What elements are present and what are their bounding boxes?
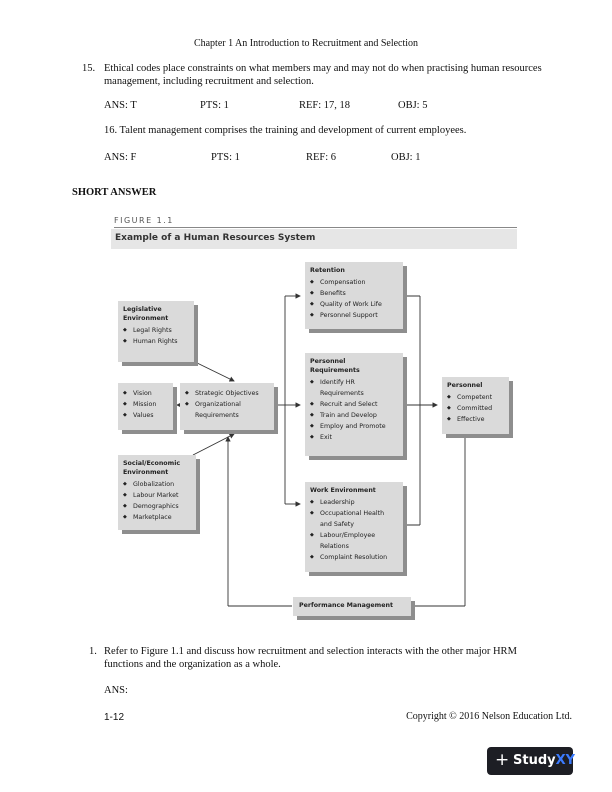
personnel-item: ◆ Competent (447, 392, 504, 403)
legislative-title-1: Legislative (123, 306, 162, 313)
question-15-ref: REF: 17, 18 (299, 100, 351, 111)
box-retention (305, 262, 403, 329)
legislative-item: ◆ Human Rights (123, 336, 189, 347)
social-item: ◆ Globalization (123, 479, 191, 490)
studyxy-logo[interactable] (487, 747, 576, 775)
question-16-ans: ANS: F (104, 152, 137, 163)
retention-item: ◆ Personnel Support (310, 310, 398, 321)
short-answer-1-line-1: Refer to Figure 1.1 and discuss how recruitment and selection interacts with the other major HRM (104, 646, 517, 657)
work-environment-item-continued (310, 541, 398, 552)
social-title-1: Social/Economic (123, 460, 181, 467)
question-16-pts: PTS: 1 (211, 152, 240, 163)
box-personnel (442, 377, 509, 434)
arrow-legislative-to-strategic (193, 361, 234, 381)
values-item: ◆ Vision (123, 388, 168, 399)
work-environment-item: ◆ Labour/Employee (310, 530, 398, 541)
footer-copyright: Copyright © 2016 Nelson Education Ltd. (406, 711, 572, 722)
short-answer-1-ans: ANS: (104, 685, 128, 696)
personnel-item: ◆ Effective (447, 414, 504, 425)
personnel-requirements-item: ◆ Employ and Promote (310, 421, 398, 432)
box-social-economic-environment (118, 455, 196, 530)
legislative-title-2: Environment (123, 315, 169, 322)
question-16-ref: REF: 6 (306, 152, 337, 163)
work-environment-item: ◆ Leadership (310, 497, 398, 508)
work-environment-item-continued (310, 519, 398, 530)
strategic-item: ◆ Organizational (185, 399, 269, 410)
personnel-requirements-item: ◆ Recruit and Select (310, 399, 398, 410)
question-15-pts: PTS: 1 (200, 100, 229, 111)
retention-title: Retention (310, 267, 345, 274)
work-environment-item-continued-text: and Safety (320, 521, 354, 528)
plus-icon: + (495, 750, 510, 770)
personnel-requirements-item: ◆ Exit (310, 432, 398, 443)
box-strategic-objectives (180, 383, 274, 430)
logo-word-xy: XY (555, 753, 576, 768)
question-16-obj: OBJ: 1 (391, 152, 421, 163)
question-15-line-2: management, including recruitment and selection. (104, 76, 314, 87)
section-heading-short-answer: SHORT ANSWER (72, 187, 157, 198)
social-item: ◆ Demographics (123, 501, 191, 512)
strategic-item: ◆ Strategic Objectives (185, 388, 269, 399)
personnel-item: ◆ Committed (447, 403, 504, 414)
social-title-2: Environment (123, 469, 169, 476)
figure-title: Example of a Human Resources System (115, 233, 316, 243)
personnel-requirements-item: ◆ Identify HR (310, 377, 398, 388)
work-environment-item: ◆ Occupational Health (310, 508, 398, 519)
question-16-text: 16. Talent management comprises the training and development of current employees. (104, 125, 467, 136)
retention-item: ◆ Quality of Work Life (310, 299, 398, 310)
question-15-number: 15. (82, 63, 96, 74)
question-15-ans: ANS: T (104, 100, 137, 111)
strategic-item-continued-text: Requirements (195, 412, 239, 419)
values-item: ◆ Mission (123, 399, 168, 410)
social-item: ◆ Marketplace (123, 512, 191, 523)
performance-management-title: Performance Management (299, 602, 394, 609)
personnel-requirements-item-continued-text: Requirements (320, 390, 364, 397)
personnel-requirements-item-continued (310, 388, 398, 399)
work-environment-item: ◆ Complaint Resolution (310, 552, 398, 563)
strategic-item-continued (185, 410, 269, 421)
footer-page-number: 1-12 (104, 712, 125, 723)
short-answer-1-line-2: functions and the organization as a whole. (104, 659, 281, 670)
retention-item: ◆ Benefits (310, 288, 398, 299)
personnel-requirements-title-2: Requirements (310, 367, 360, 374)
work-environment-title: Work Environment (310, 487, 376, 494)
box-personnel-requirements (305, 353, 403, 456)
values-item: ◆ Values (123, 410, 168, 421)
question-15-obj: OBJ: 5 (398, 100, 428, 111)
personnel-title: Personnel (447, 382, 483, 389)
page-header: Chapter 1 An Introduction to Recruitment and Selection (193, 38, 419, 49)
personnel-requirements-item: ◆ Train and Develop (310, 410, 398, 421)
box-work-environment (305, 482, 403, 572)
box-performance-management (293, 597, 411, 616)
logo-word-study: Study (513, 753, 556, 768)
box-vision-mission-values (118, 383, 173, 430)
logo-text (513, 753, 575, 768)
legislative-item: ◆ Legal Rights (123, 325, 189, 336)
retention-item: ◆ Compensation (310, 277, 398, 288)
question-15-line-1: Ethical codes place constraints on what members may and may not do when practising human resources (104, 63, 542, 74)
work-environment-item-continued-text: Relations (320, 543, 349, 550)
social-item: ◆ Labour Market (123, 490, 191, 501)
figure-caption: FIGURE 1.1 (114, 216, 174, 225)
short-answer-1-number: 1. (89, 646, 97, 657)
personnel-requirements-title-1: Personnel (310, 358, 346, 365)
box-legislative-environment (118, 301, 194, 362)
